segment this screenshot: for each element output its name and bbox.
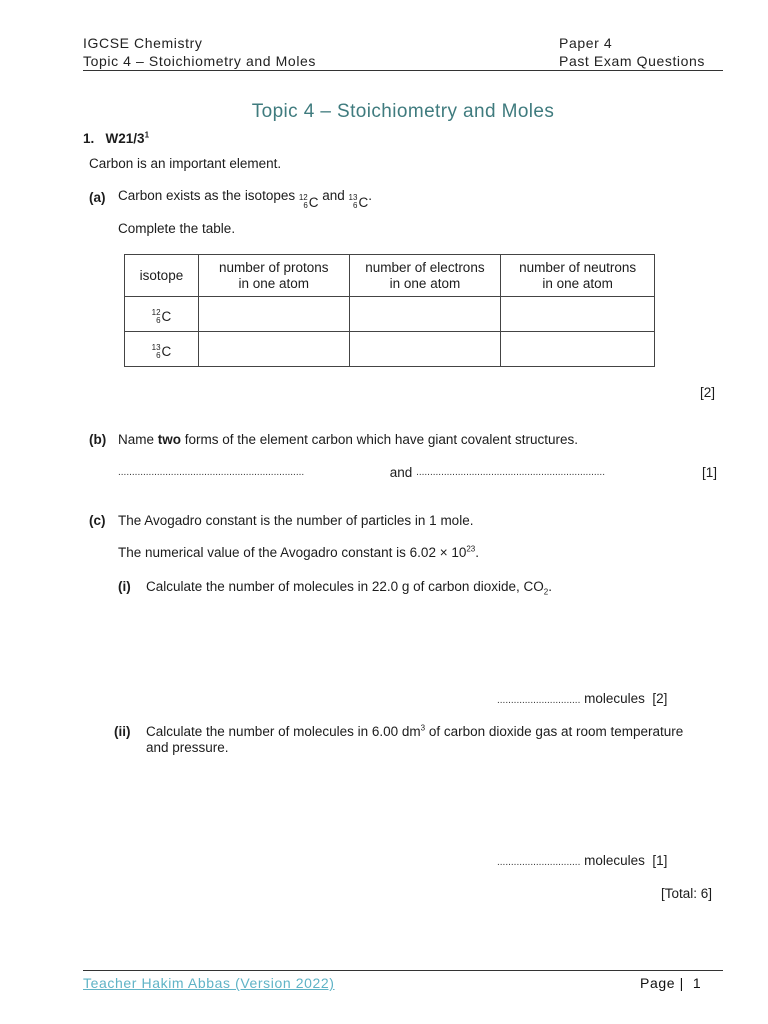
iso1-mass: 12 [298, 193, 308, 202]
part-b-text-post: forms of the element carbon which have giant covalent structures. [181, 432, 578, 447]
part-c-ii-answer-line [497, 852, 667, 871]
table-header-row [125, 255, 655, 297]
question-ref-sup: 1 [144, 130, 150, 140]
header-right [559, 34, 705, 70]
part-c-ii-marks: [1] [652, 853, 668, 868]
part-a-and: and [318, 188, 349, 203]
row2-symbol: C [161, 344, 172, 359]
header-past-exam: Past Exam Questions [559, 53, 706, 69]
table-cell-protons-answer[interactable] [198, 297, 349, 332]
part-b-answer-line [118, 464, 717, 481]
part-b-text-bold: two [157, 432, 182, 447]
row1-isotope-notation [152, 309, 172, 325]
header-line: isotope [139, 267, 184, 283]
part-c-i-text-post: . [548, 579, 552, 594]
footer-divider [83, 970, 723, 971]
avogadro-exponent: 23 [466, 544, 476, 554]
isotope-table [124, 254, 655, 367]
iso2-symbol: C [358, 194, 369, 210]
table-cell-isotope [125, 332, 199, 367]
table-cell-electrons-answer[interactable] [349, 332, 501, 367]
question-heading [83, 130, 149, 147]
row2-isotope-notation [152, 344, 172, 360]
part-c-ii-unit: molecules [584, 853, 645, 868]
part-a-text [118, 187, 372, 211]
part-b-and: and [389, 465, 413, 480]
row2-mass: 13 [151, 343, 161, 352]
table-header-protons [198, 255, 349, 297]
part-c-label: (c) [89, 513, 106, 528]
iso1-atomic: 6 [303, 201, 308, 210]
dm3-superscript: 3 [420, 723, 426, 733]
question-ref: W21/3 [105, 131, 145, 146]
footer-page-number: 1 [692, 975, 702, 991]
page-title: Topic 4 – Stoichiometry and Moles [251, 101, 555, 122]
isotope-c13-notation [349, 194, 369, 211]
header-line: in one atom [389, 275, 461, 291]
iso2-atomic: 6 [353, 201, 358, 210]
header-line: number of neutrons [519, 259, 637, 275]
part-b-marks: [1] [701, 465, 717, 480]
part-b-text-pre: Name [118, 432, 158, 447]
header-left [83, 34, 316, 70]
part-c-i-unit: molecules [584, 691, 645, 706]
avogadro-end: . [475, 545, 480, 560]
table-row [125, 332, 655, 367]
footer-page [640, 975, 701, 991]
table-cell-neutrons-answer[interactable] [501, 297, 655, 332]
header-line: in one atom [238, 275, 310, 291]
part-c-ii-label: (ii) [114, 724, 131, 739]
part-c-ii-text-line2: and pressure. [146, 740, 229, 755]
header-subject: IGCSE Chemistry [83, 35, 203, 51]
co2-subscript: 2 [543, 587, 549, 597]
table-header-electrons [349, 255, 501, 297]
table-cell-isotope [125, 297, 199, 332]
part-c-i-marks: [2] [652, 691, 668, 706]
part-b-answer-dots-2[interactable]: .................................................................... [416, 467, 605, 478]
part-c-ii-text-pre: Calculate the number of molecules in 6.00 dm [146, 724, 421, 739]
part-c-i-text [146, 578, 552, 595]
footer-author-link[interactable]: Teacher Hakim Abbas (Version 2022) [83, 975, 335, 991]
part-c-line2 [118, 544, 479, 561]
part-b-answer-dots-1[interactable]: ................................................................... [118, 467, 305, 478]
part-c-ii-answer-dots[interactable]: .............................. [497, 857, 581, 868]
part-c-ii-text-post: of carbon dioxide gas at room temperature [425, 724, 684, 739]
footer-page-label: Page [640, 975, 676, 991]
question-intro: Carbon is an important element. [89, 156, 282, 171]
question-number: 1. [83, 131, 95, 146]
table-header-neutrons [501, 255, 655, 297]
part-a-marks: [2] [700, 385, 716, 400]
row1-atomic: 6 [156, 316, 161, 325]
row1-symbol: C [161, 309, 172, 324]
part-a-text-start: Carbon exists as the isotopes [118, 188, 299, 203]
part-b-text [118, 431, 578, 448]
row2-atomic: 6 [156, 351, 161, 360]
part-b-label: (b) [89, 432, 107, 447]
iso2-mass: 13 [348, 193, 358, 202]
table-cell-electrons-answer[interactable] [349, 297, 501, 332]
part-a-instruction: Complete the table. [118, 221, 236, 236]
part-c-i-answer-dots[interactable]: .............................. [497, 695, 581, 706]
table-cell-protons-answer[interactable] [198, 332, 349, 367]
avogadro-value: The numerical value of the Avogadro constant is 6.02 × 10 [118, 545, 467, 560]
table-header-isotope [125, 255, 199, 297]
row1-mass: 12 [151, 308, 161, 317]
header-line: in one atom [542, 275, 613, 291]
footer-separator: | [679, 975, 684, 991]
table-cell-neutrons-answer[interactable] [501, 332, 655, 367]
header-line: number of protons [218, 259, 329, 275]
question-total: [Total: 6] [661, 886, 713, 901]
part-c-i-label: (i) [118, 579, 131, 594]
part-c-i-answer-line [497, 690, 667, 709]
header-paper: Paper 4 [559, 35, 613, 51]
part-a-label: (a) [89, 190, 106, 205]
isotope-c12-notation [299, 194, 319, 211]
iso1-symbol: C [308, 194, 319, 210]
part-c-ii-text [146, 723, 683, 740]
table-row [125, 297, 655, 332]
header-topic: Topic 4 – Stoichiometry and Moles [83, 53, 317, 69]
part-a-end: . [368, 188, 372, 203]
header-divider [83, 70, 723, 71]
part-c-i-text-pre: Calculate the number of molecules in 22.0 g of carbon dioxide, CO [146, 579, 544, 594]
header-line: number of electrons [365, 259, 485, 275]
part-c-line1: The Avogadro constant is the number of particles in 1 mole. [118, 513, 474, 528]
